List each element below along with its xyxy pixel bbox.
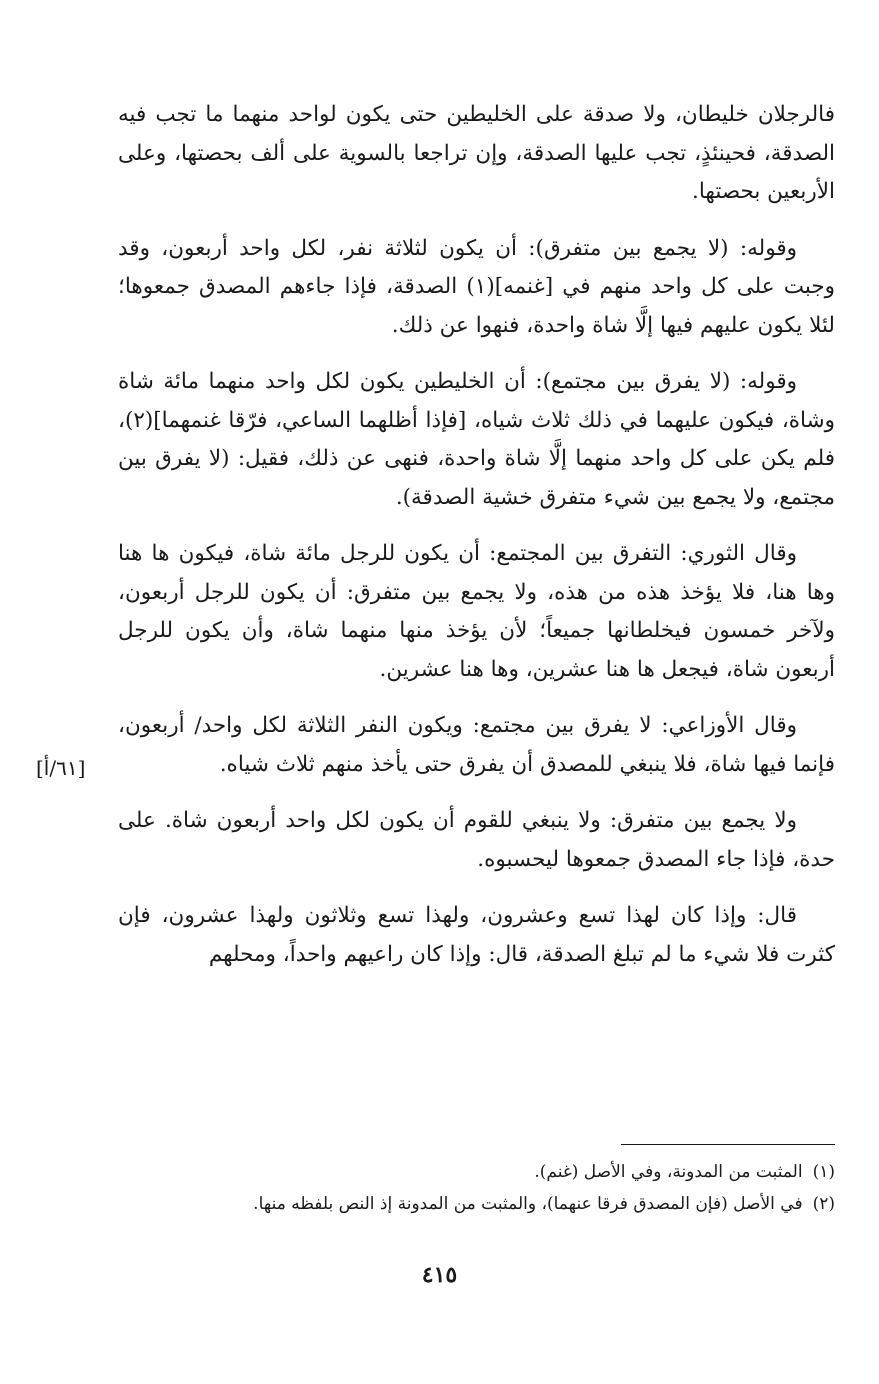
footnote-divider — [621, 1144, 835, 1145]
paragraph-2: وقوله: (لا يجمع بين متفرق): أن يكون لثلاثة نفر، لكل واحد أربعون، وقد وجبت على كل واحد منهم في [غنمه](١) الصدقة، فإذا جاءهم المصدق جمعوها؛ لئلا يكون عليهم فيها إلَّا شاة واحدة، فنهوا عن ذلك. — [118, 235, 836, 338]
paragraph-1: فالرجلان خليطان، ولا صدقة على الخليطين حتى يكون لواحد منهما ما تجب فيه الصدقة، فحينئذٍ، تجب عليها الصدقة، وإن تراجعا بالسوية على ألف بحصتها، وعلى الأربعين بحصتها. — [118, 102, 835, 204]
footnote-text: في الأصل (فإن المصدق فرقا عنهما)، والمثبت من المدونة إذ النص بلفظه منها. — [253, 1194, 803, 1214]
paragraph-3: وقوله: (لا يفرق بين مجتمع): أن الخليطين يكون لكل واحد منهما مائة شاة وشاة، فيكون عليهما في ذلك ثلاث شياه، [فإذا أظلهما الساعي، فرّقا غنمهما](٢)، فلم يكن على كل واحد منهما إلَّا شاة واحدة، فنهى عن ذلك، فقيل: (لا يفرق بين مجتمع، ولا يجمع بين شيء متفرق خشية الصدقة). — [118, 369, 835, 510]
footnote-text: المثبت من المدونة، وفي الأصل (غنم). — [534, 1162, 803, 1182]
paragraph-6: ولا يجمع بين متفرق: ولا ينبغي للقوم أن يكون لكل واحد أربعون شاة. على حدة، فإذا جاء المصدق جمعوها ليحسبوه. — [118, 808, 835, 872]
footnote-number: (١) — [812, 1162, 835, 1182]
main-text — [118, 96, 835, 992]
footnotes — [118, 1156, 835, 1220]
footnote-1 — [118, 1156, 835, 1188]
folio-margin-note: [٦١/أ] — [36, 756, 86, 780]
paragraph-7: قال: وإذا كان لهذا تسع وعشرون، ولهذا تسع وثلاثون ولهذا عشرون، فإن كثرت فلا شيء ما لم تبلغ الصدقة، قال: وإذا كان راعيهم واحداً، ومحلهم — [118, 903, 835, 967]
footnote-2 — [118, 1188, 835, 1220]
page-number: ٤١٥ — [421, 1262, 458, 1288]
footnote-number: (٢) — [812, 1194, 835, 1214]
paragraph-4: وقال الثوري: التفرق بين المجتمع: أن يكون للرجل مائة شاة، فيكون ها هنا وها هنا، فلا يؤخذ هذه من هذه، ولا يجمع بين متفرق: أن يكون للرجل أربعون، ولآخر خمسون فيخلطانها جميعاً؛ لأن يؤخذ منها منهما شاة، وأن يكون للرجل أربعون شاة، فيجعل ها هنا عشرين، وها هنا عشرين. — [118, 541, 835, 682]
paragraph-5: وقال الأوزاعي: لا يفرق بين مجتمع: ويكون النفر الثلاثة لكل واحد/ أربعون، فإنما فيها شاة، فلا ينبغي للمصدق أن يفرق حتى يأخذ منهم ثلاث شياه. — [118, 713, 835, 777]
